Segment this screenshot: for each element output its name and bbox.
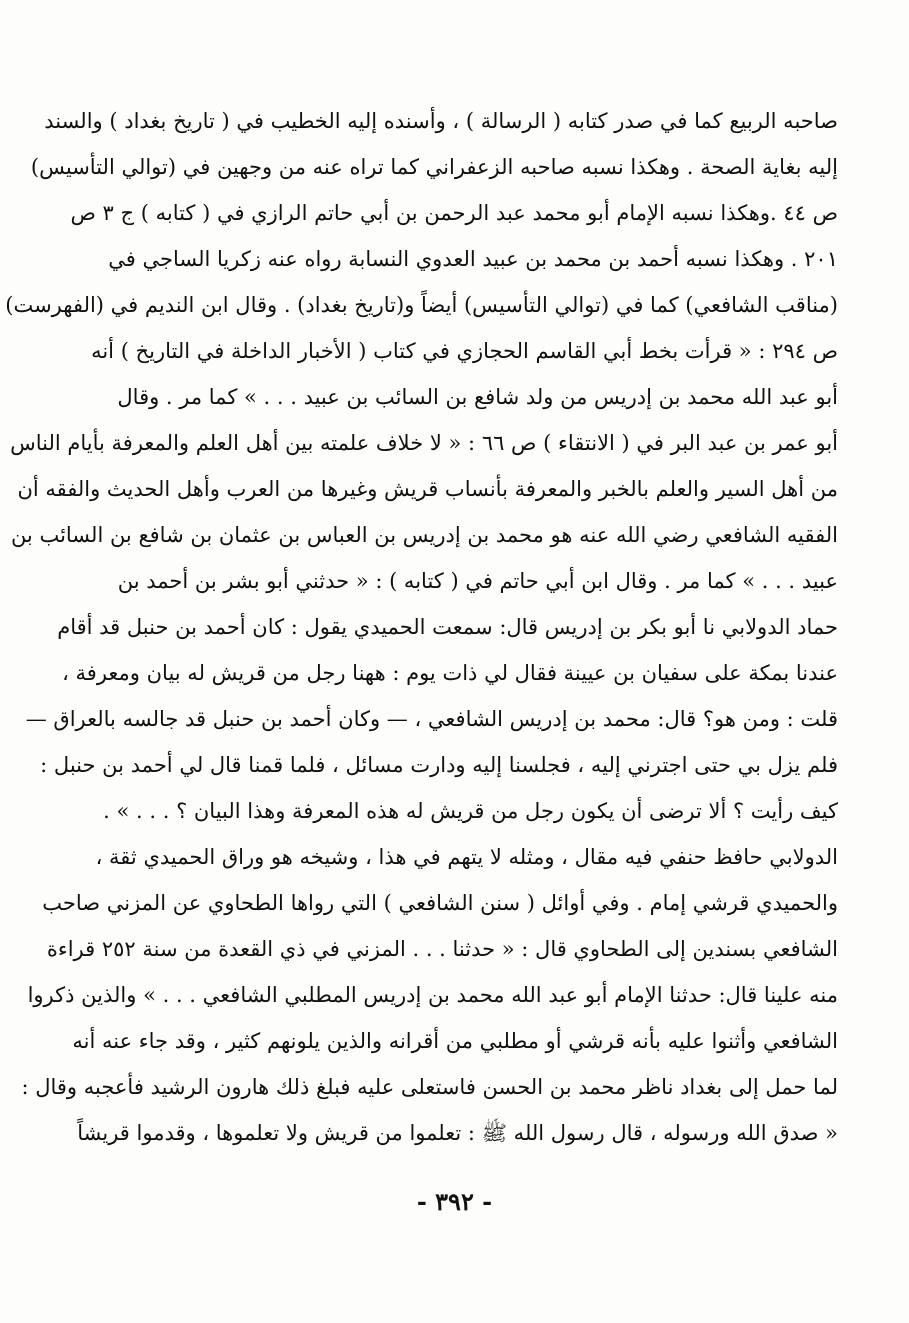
text-line: عندنا بمكة على سفيان بن عيينة فقال لي ذات يوم : ههنا رجل من قريش له بيان ومعرفة ، bbox=[62, 661, 838, 685]
text-line: صاحبه الربيع كما في صدر كتابه ( الرسالة ) ، وأسنده إليه الخطيب في ( تاريخ بغداد ) والسند bbox=[44, 109, 838, 133]
text-line: كيف رأيت ؟ ألا ترضى أن يكون رجل من قريش له هذه المعرفة وهذا البيان ؟ . . . » . bbox=[103, 799, 838, 823]
text-line: من أهل السير والعلم بالخبر والمعرفة بأنساب قريش وغيرها من العرب وأهل الحديث والفقه أن bbox=[17, 477, 838, 501]
text-line: أبو عمر بن عبد البر في ( الانتقاء ) ص ٦٦ : « لا خلاف علمته بين أهل العلم والمعرفة بأيام الناس bbox=[10, 431, 838, 455]
text-line: « صدق الله ورسوله ، قال رسول الله ﷺ : تعلموا من قريش ولا تعلموها ، وقدموا قريشاً bbox=[77, 1121, 838, 1145]
text-line: قلت : ومن هو؟ قال: محمد بن إدريس الشافعي ، — وكان أحمد بن حنبل قد جالسه بالعراق — bbox=[25, 707, 838, 731]
text-line: الشافعي بسندين إلى الطحاوي قال : « حدثنا . . . المزني في ذي القعدة من سنة ٢٥٢ قراءة bbox=[46, 937, 838, 961]
text-line: عبيد . . . » كما مر . وقال ابن أبي حاتم في ( كتابه ) : « حدثني أبو بشر بن أحمد بن bbox=[117, 569, 838, 593]
text-line: منه علينا قال: حدثنا الإمام أبو عبد الله محمد بن إدريس المطلبي الشافعي . . . » والذين ذكروا bbox=[27, 983, 838, 1007]
text-line: حماد الدولابي نا أبو بكر بن إدريس قال: سمعت الحميدي يقول : كان أحمد بن حنبل قد أقام bbox=[57, 615, 838, 639]
text-line: الشافعي وأثنوا عليه بأنه قرشي أو مطلبي من أقرانه والذين يلونهم كثير ، وقد جاء عنه أنه bbox=[72, 1029, 838, 1053]
text-line: ص ٢٩٤ : « قرأت بخط أبي القاسم الحجازي في كتاب ( الأخبار الداخلة في التاريخ ) أنه bbox=[91, 339, 838, 363]
text-line: ص ٤٤ .وهكذا نسبه الإمام أبو محمد عبد الرحمن بن أبي حاتم الرازي في ( كتابه ) ج ٣ ص bbox=[70, 201, 838, 225]
text-line: إليه بغاية الصحة . وهكذا نسبه صاحبه الزعفراني كما تراه عنه من وجهين في (توالي التأسيس) bbox=[30, 155, 838, 179]
text-line: الفقيه الشافعي رضي الله عنه هو محمد بن إدريس بن العباس بن عثمان بن شافع بن السائب بن bbox=[10, 523, 838, 547]
text-line: (مناقب الشافعي) كما في (توالي التأسيس) أيضاً و(تاريخ بغداد) . وقال ابن النديم في (الفهرست) bbox=[5, 293, 838, 317]
text-line: فلم يزل بي حتى اجترني إليه ، فجلسنا إليه ودارت مسائل ، فلما قمنا قال لي أحمد بن حنبل : bbox=[40, 753, 838, 777]
page-number: - ٣٩٢ - bbox=[416, 1187, 493, 1216]
text-line: والحميدي قرشي إمام . وفي أوائل ( سنن الشافعي ) التي رواها الطحاوي عن المزني صاحب bbox=[42, 891, 838, 915]
text-line: لما حمل إلى بغداد ناظر محمد بن الحسن فاستعلى عليه فبلغ ذلك هارون الرشيد فأعجبه وقال : bbox=[21, 1075, 838, 1099]
body-text bbox=[5, 98, 838, 1156]
text-line: ٢٠١ . وهكذا نسبه أحمد بن محمد بن عبيد العدوي النسابة رواه عنه زكريا الساجي في bbox=[108, 247, 838, 271]
text-line: الدولابي حافظ حنفي فيه مقال ، ومثله لا يتهم في هذا ، وشيخه هو وراق الحميدي ثقة ، bbox=[95, 845, 838, 869]
text-line: أبو عبد الله محمد بن إدريس من ولد شافع بن السائب بن عبيد . . . » كما مر . وقال bbox=[117, 385, 838, 409]
